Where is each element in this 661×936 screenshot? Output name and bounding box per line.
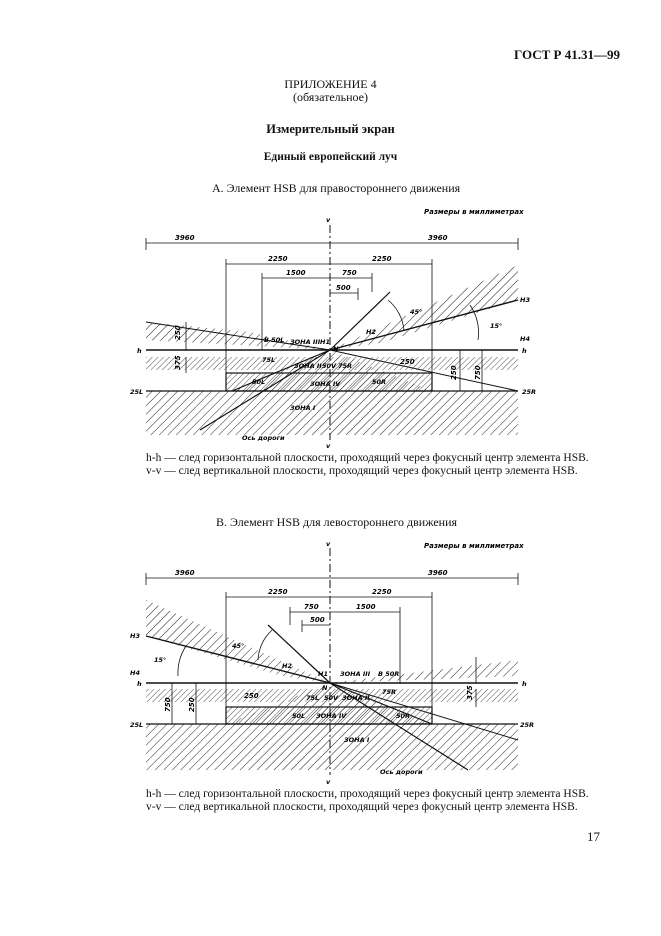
dim-250: 250 bbox=[174, 325, 182, 340]
figure-b-caption: В. Элемент HSB для левостороннего движения bbox=[216, 515, 458, 529]
label-h3: H3 bbox=[520, 296, 530, 304]
dim-b-250-vertical: 250 bbox=[188, 697, 196, 712]
figure-a-legend-vv: v-v — след вертикальной плоскости, проходящий через фокусный центр элемента HSB. bbox=[146, 465, 578, 477]
figure-a bbox=[130, 208, 536, 450]
figure-b-units-note: Размеры в миллиметрах bbox=[424, 542, 524, 550]
dim-b-750: 750 bbox=[304, 603, 319, 611]
label-zone2: ЗОНА II bbox=[294, 362, 322, 370]
dim-b-750-vertical: 750 bbox=[164, 697, 172, 712]
dim-b-3960-left: 3960 bbox=[175, 569, 195, 577]
label-zone3: ЗОНА III bbox=[290, 338, 321, 346]
label-road-axis: Ось дороги bbox=[242, 434, 285, 442]
dim-b-2250-right: 2250 bbox=[372, 588, 392, 596]
label-b-angle45: 45° bbox=[232, 642, 245, 650]
label-b-50r: 50R bbox=[396, 712, 411, 720]
label-h4: H4 bbox=[520, 335, 530, 343]
dim-b-250: 250 bbox=[244, 692, 259, 700]
appendix-subtitle: (обязательное) bbox=[293, 90, 368, 104]
label-b-h4: H4 bbox=[130, 669, 140, 677]
label-h2: H2 bbox=[366, 328, 376, 336]
page-title: Измерительный экран bbox=[266, 122, 395, 136]
label-50r: 50R bbox=[372, 378, 387, 386]
label-b-b50r: В 50R bbox=[378, 670, 400, 678]
label-b-h1: H1 bbox=[318, 670, 328, 678]
label-angle45: 45° bbox=[410, 308, 423, 316]
label-b-50v: 50V bbox=[324, 694, 339, 702]
appendix-title: ПРИЛОЖЕНИЕ 4 bbox=[284, 77, 377, 91]
figure-a-caption: А. Элемент HSB для правостороннего движения bbox=[212, 181, 461, 195]
dim-b-500: 500 bbox=[310, 616, 325, 624]
label-b-n: N bbox=[322, 684, 328, 692]
label-n: N bbox=[333, 345, 339, 353]
dim-b-3960-right: 3960 bbox=[428, 569, 448, 577]
label-b-h-left: h bbox=[137, 680, 142, 688]
figure-a-legend-hh: h-h — след горизонтальной плоскости, проходящий через фокусный центр элемента HSB. bbox=[146, 452, 589, 464]
label-b-zone2: ЗОНА II bbox=[342, 694, 370, 702]
label-b-75l: 75L bbox=[306, 694, 320, 702]
label-angle15: 15° bbox=[490, 322, 503, 330]
figure-b-legend-hh: h-h — след горизонтальной плоскости, проходящий через фокусный центр элемента HSB. bbox=[146, 788, 589, 800]
dim-750-vertical: 750 bbox=[474, 365, 482, 380]
label-h1: H1 bbox=[320, 338, 330, 346]
label-v-bottom: v bbox=[326, 442, 331, 450]
dim-3960-right: 3960 bbox=[428, 234, 448, 242]
label-75r: 75R bbox=[338, 362, 353, 370]
label-b-road-axis: Ось дороги bbox=[380, 768, 423, 776]
page-subtitle: Единый европейский луч bbox=[263, 151, 398, 163]
document-code: ГОСТ Р 41.31—99 bbox=[514, 47, 620, 62]
label-h-left: h bbox=[137, 347, 142, 355]
label-b-zone1: ЗОНА I bbox=[344, 736, 370, 744]
label-25l: 25L bbox=[130, 388, 144, 396]
label-b-angle15: 15° bbox=[154, 656, 167, 664]
dim-b-375: 375 bbox=[466, 685, 474, 700]
label-50l: 50L bbox=[252, 378, 266, 386]
label-b-zone4: ЗОНА IV bbox=[316, 712, 347, 720]
dim-750: 750 bbox=[342, 269, 357, 277]
label-b50l: В 50L bbox=[264, 336, 285, 344]
dim-b-2250-left: 2250 bbox=[268, 588, 288, 596]
label-zone1: ЗОНА I bbox=[290, 404, 316, 412]
label-b-h-right: h bbox=[522, 680, 527, 688]
label-b-25l: 25L bbox=[130, 721, 144, 729]
dim-375: 375 bbox=[174, 355, 182, 370]
label-v-top: v bbox=[326, 216, 331, 224]
dim-500: 500 bbox=[336, 284, 351, 292]
label-25r: 25R bbox=[522, 388, 537, 396]
label-b-h2: H2 bbox=[282, 662, 292, 670]
label-b-75r: 75R bbox=[382, 688, 397, 696]
label-50v: 50V bbox=[322, 362, 337, 370]
label-b-v-bottom: v bbox=[326, 778, 331, 786]
label-75l: 75L bbox=[262, 356, 276, 364]
dim-1500: 1500 bbox=[286, 269, 306, 277]
page-number: 17 bbox=[587, 829, 600, 844]
label-b-v-top: v bbox=[326, 540, 331, 548]
dim-250-bottom: 250 bbox=[400, 358, 415, 366]
label-b-h3: H3 bbox=[130, 632, 140, 640]
figure-b bbox=[130, 540, 534, 786]
label-zone4: ЗОНА IV bbox=[310, 380, 341, 388]
figure-b-legend-vv: v-v — след вертикальной плоскости, проходящий через фокусный центр элемента HSB. bbox=[146, 801, 578, 813]
label-b-zone3: ЗОНА III bbox=[340, 670, 371, 678]
dim-250-vertical: 250 bbox=[450, 365, 458, 380]
dim-b-1500: 1500 bbox=[356, 603, 376, 611]
dim-2250-left: 2250 bbox=[268, 255, 288, 263]
label-b-25r: 25R bbox=[520, 721, 535, 729]
label-h-right: h bbox=[522, 347, 527, 355]
label-b-50l: 50L bbox=[292, 712, 306, 720]
figure-a-units-note: Размеры в миллиметрах bbox=[424, 208, 524, 216]
dim-3960-left: 3960 bbox=[175, 234, 195, 242]
dim-2250-right: 2250 bbox=[372, 255, 392, 263]
